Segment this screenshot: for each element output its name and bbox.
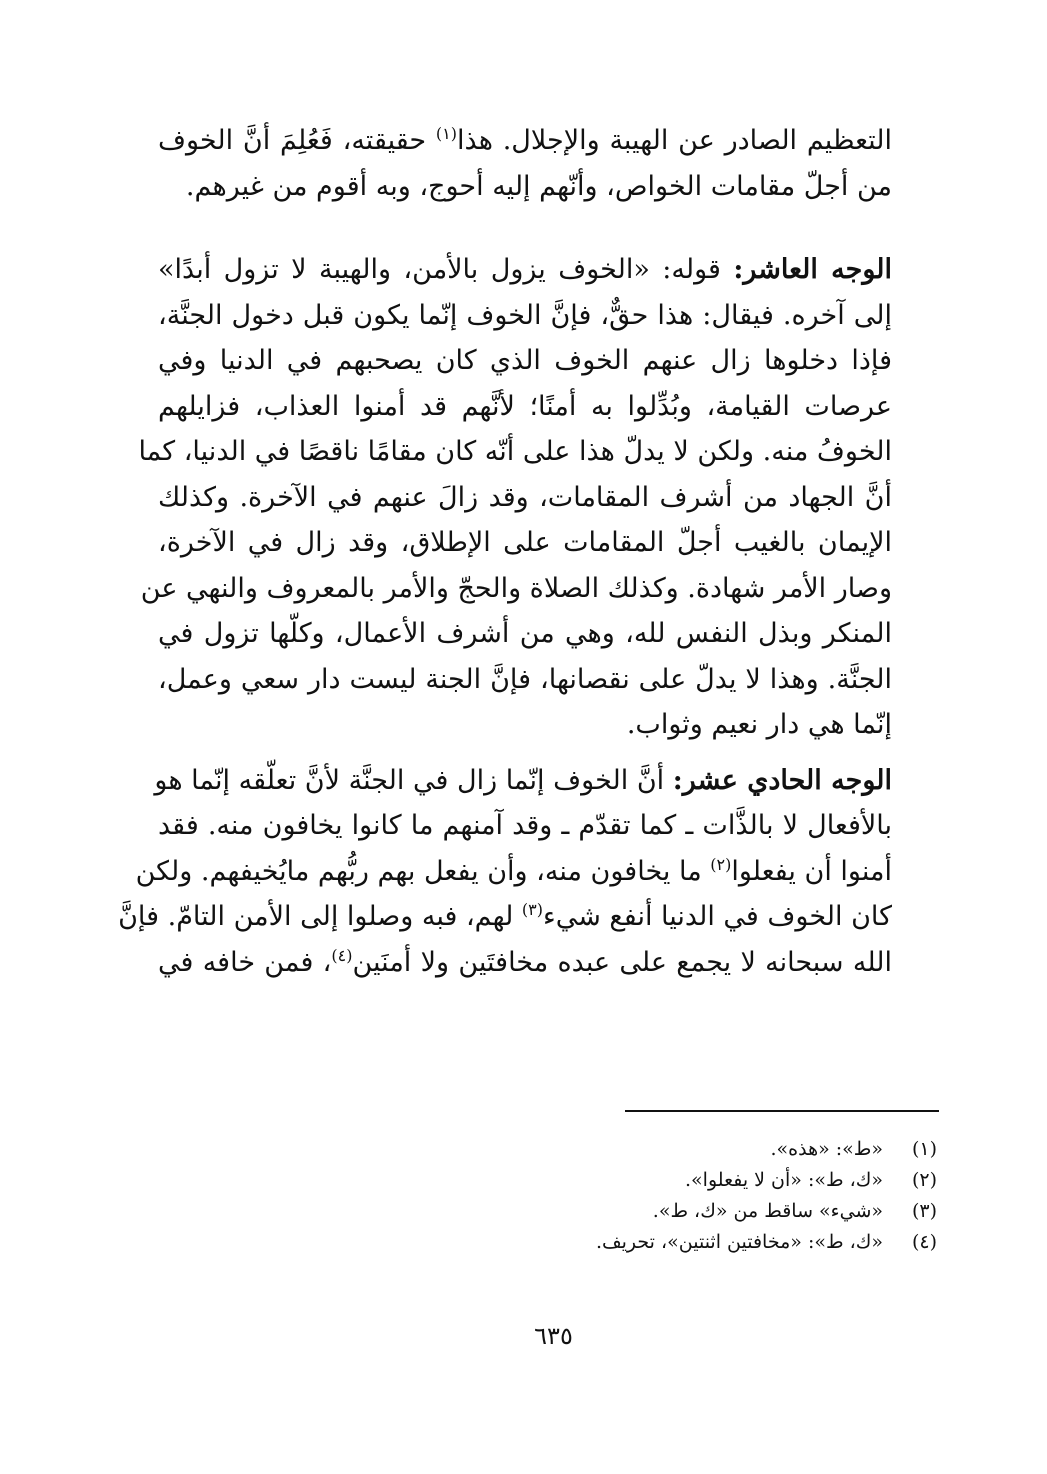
text-run: قوله: «الخوف يزول بالأمن، والهيبة لا تزول أبدًا»	[158, 254, 721, 285]
section-heading-tenth: الوجه العاشر:	[733, 254, 892, 285]
footnote-number: (٤)	[911, 1231, 937, 1253]
paragraph-3-line-4	[118, 894, 892, 940]
paragraph-2-line-2: إلى آخره. فيقال: هذا حقٌّ، فإنَّ الخوف إنّما يكون قبل دخول الجنَّة،	[158, 299, 892, 331]
paragraph-3-line-1	[154, 758, 892, 804]
paragraph-2-line-9: المنكر وبذل النفس لله، وهي من أشرف الأعمال، وكلّها تزول في	[158, 618, 892, 649]
text-run: لهم، فبه وصلوا إلى الأمن التامّ. فإنَّ	[118, 901, 514, 932]
paragraph-3-line-5	[158, 940, 892, 986]
text-run: أمنوا أن يفعلوا	[731, 855, 892, 887]
footnote-text: «ك، ط»: «مخافتين اثنتين»، تحريف.	[595, 1231, 883, 1253]
page-number: ٦٣٥	[534, 1322, 573, 1350]
section-heading-eleventh: الوجه الحادي عشر:	[672, 764, 892, 796]
footnote-ref-4[interactable]: (٤)	[331, 945, 353, 965]
footnote-3	[417, 1196, 937, 1227]
paragraph-2-line-6: أنَّ الجهاد من أشرف المقامات، وقد زالَ عنهم في الآخرة. وكذلك	[158, 481, 892, 513]
footnote-text: «ك، ط»: «أن لا يفعلوا».	[685, 1169, 883, 1191]
footnote-text: «ط»: «هذه».	[770, 1138, 883, 1160]
footnotes	[417, 1134, 937, 1258]
page-body	[118, 118, 892, 985]
text-run: ، فمن خافه في	[158, 946, 332, 978]
footnote-ref-3[interactable]: (٣)	[521, 900, 544, 919]
footnote-ref-2[interactable]: (٢)	[710, 854, 732, 874]
paragraph-2-line-5: الخوفُ منه. ولكن لا يدلّ هذا على أنّه كان مقامًا ناقصًا في الدنيا، كما	[138, 436, 892, 467]
text-run: الله سبحانه لا يجمع على عبده مخافتَين ولا أمنَين	[352, 946, 892, 978]
text-run: كان الخوف في الدنيا أنفع شيء	[543, 901, 892, 932]
paragraph-1-line-1	[158, 118, 892, 164]
paragraph-2-line-4: عرصات القيامة، وبُدِّلوا به أمنًا؛ لأنَّهم قد أمنوا العذاب، فزايلهم	[158, 390, 892, 422]
footnote-ref-1[interactable]: (١)	[435, 124, 458, 143]
paragraph-3-line-3	[135, 849, 892, 895]
footnote-number: (٢)	[911, 1169, 937, 1191]
footnote-4	[417, 1227, 937, 1258]
footnote-separator	[625, 1110, 939, 1112]
paragraph-2-line-11: إنّما هي دار نعيم وثواب.	[626, 709, 892, 740]
text-run: أنَّ الخوف إنّما زال في الجنَّة لأنَّ تعلّقه إنّما هو	[154, 764, 665, 796]
paragraph-1	[158, 118, 892, 209]
paragraph-2-line-3: فإذا دخلوها زال عنهم الخوف الذي كان يصحبهم في الدنيا وفي	[158, 345, 892, 376]
paragraph-2	[138, 247, 892, 748]
footnote-number: (٣)	[911, 1200, 937, 1222]
footnote-text: «شيء» ساقط من «ك، ط».	[652, 1200, 883, 1222]
paragraph-2-line-10: الجنَّة. وهذا لا يدلّ على نقصانها، فإنَّ الجنة ليست دار سعي وعمل،	[158, 663, 892, 695]
footnote-1	[417, 1134, 937, 1165]
footnote-number: (١)	[911, 1138, 937, 1160]
text-run: التعظيم الصادر عن الهيبة والإجلال. هذا	[457, 125, 892, 156]
footnote-2	[417, 1165, 937, 1196]
text-run: حقيقته، فَعُلِمَ أنَّ الخوف	[158, 125, 427, 156]
paragraph-3-line-2: بالأفعال لا بالذَّات ـ كما تقدّم ـ وقد آمنهم ما كانوا يخافون منه. فقد	[158, 810, 892, 841]
paragraph-3	[118, 758, 892, 986]
paragraph-2-line-1	[158, 247, 892, 293]
text-run: ما يخافون منه، وأن يفعل بهم ربُّهم مايُخيفهم. ولكن	[135, 855, 702, 887]
paragraph-1-line-2: من أجلّ مقامات الخواص، وأنّهم إليه أحوج، وبه أقوم من غيرهم.	[185, 170, 892, 202]
paragraph-2-line-8: وصار الأمر شهادة. وكذلك الصلاة والحجّ والأمر بالمعروف والنهي عن	[140, 572, 892, 604]
paragraph-2-line-7: الإيمان بالغيب أجلّ المقامات على الإطلاق، وقد زال في الآخرة،	[158, 527, 892, 558]
